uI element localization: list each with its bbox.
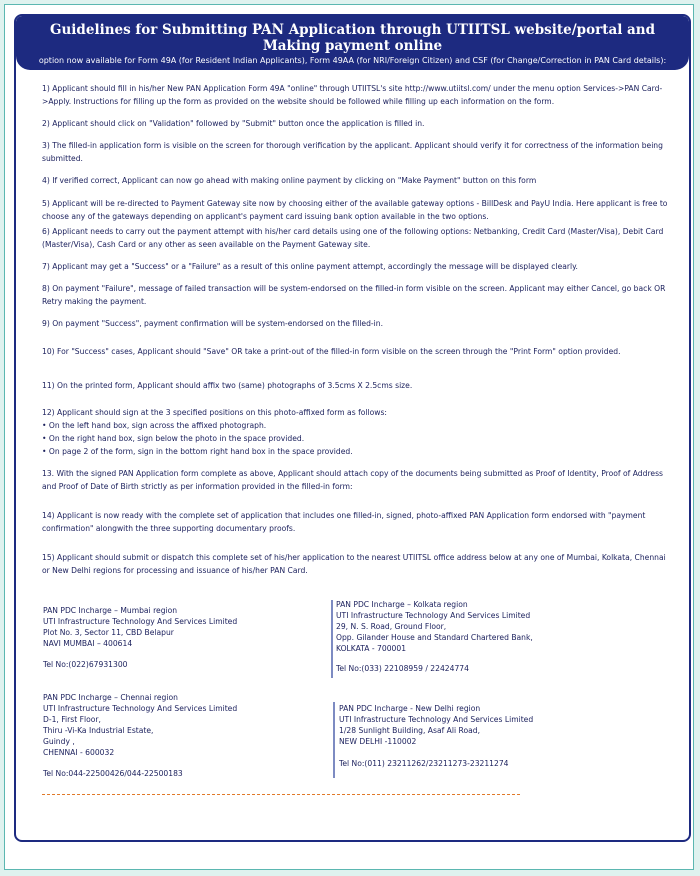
guideline-item-9: 9) On payment "Success", payment confirmation will be system-endorsed on the filled-in. <box>42 319 383 328</box>
guideline-item-10: 10) For "Success" cases, Applicant should "Save" OR take a print-out of the filled-in form visible on the screen through the "Print Form" option provided. <box>42 347 621 356</box>
guidelines-list <box>16 70 689 577</box>
guideline-item-6: 6) Applicant needs to carry out the payment attempt with his/her card details using one of the following options: Netbanking, Credit Card (Master/Visa), Debit Card (Master/Visa), Cash Card or any other as seen available on the Payment Gateway site. <box>42 227 664 249</box>
office-phone: Tel No:(022)67931300 <box>43 660 128 669</box>
office-street: D-1, First Floor, <box>43 715 101 724</box>
office-title: PAN PDC Incharge - New Delhi region <box>339 704 481 713</box>
address-mumbai <box>43 605 237 670</box>
list-item: • On page 2 of the form, sign in the bottom right hand box in the space provided. <box>42 447 353 456</box>
office-phone: Tel No:(033) 22108959 / 22424774 <box>336 664 469 673</box>
guideline-item-1: 1) Applicant should fill in his/her New PAN Application Form 49A "online" through UTIITSL's site http://www.utiitsl.com/ under the menu option Services->PAN Card->Apply. Instructions for filling up the form as provided on the website should be followed while filling up each information on the form. <box>42 84 663 106</box>
office-company: UTI Infrastructure Technology And Services Limited <box>336 611 531 620</box>
office-title: PAN PDC Incharge – Mumbai region <box>43 606 178 615</box>
office-company: UTI Infrastructure Technology And Services Limited <box>43 704 238 713</box>
office-city: NAVI MUMBAI – 400614 <box>43 639 133 648</box>
guideline-item-7: 7) Applicant may get a "Success" or a "Failure" as a result of this online payment attempt, accordingly the message will be displayed clearly. <box>42 262 578 271</box>
guideline-item-14: 14) Applicant is now ready with the complete set of application that includes one filled-in, signed, photo-affixed PAN Application form endorsed with "payment confirmation" alongwith the three supporting documentary proofs. <box>42 511 646 533</box>
guidelines-header <box>16 16 689 70</box>
divider <box>331 600 333 678</box>
office-street: Plot No. 3, Sector 11, CBD Belapur <box>43 628 174 637</box>
office-street-2: Thiru -Vi-Ka Industrial Estate, <box>43 726 154 735</box>
list-item: • On the left hand box, sign across the affixed photograph. <box>42 421 267 430</box>
address-chennai <box>43 692 237 779</box>
guideline-item-5: 5) Applicant will be re-directed to Payment Gateway site now by choosing either of the available gateway options - BillDesk and PayU India. Here applicant is free to choose any of the gateways depending on applicant's payment card issuing bank option available in the two options. <box>42 199 668 221</box>
office-company: UTI Infrastructure Technology And Services Limited <box>339 715 534 724</box>
office-phone: Tel No:044-22500426/044-22500183 <box>43 769 183 778</box>
office-title: PAN PDC Incharge – Chennai region <box>43 693 178 702</box>
guideline-item-4: 4) If verified correct, Applicant can now go ahead with making online payment by clicking on "Make Payment" button on this form <box>42 176 537 185</box>
guideline-item-13: 13. With the signed PAN Application form complete as above, Applicant should attach copy of the documents being submitted as Proof of Identity, Proof of Address and Proof of Date of Birth strictly as per information provided in the filled-in form: <box>42 469 663 491</box>
address-delhi <box>339 703 533 769</box>
list-item: • On the right hand box, sign below the photo in the space provided. <box>42 434 305 443</box>
guideline-item-12: 12) Applicant should sign at the 3 specified positions on this photo-affixed form as follows: <box>42 408 387 417</box>
office-city: KOLKATA - 700001 <box>336 644 407 653</box>
guideline-item-15: 15) Applicant should submit or dispatch this complete set of his/her application to the nearest UTIITSL office address below at any one of Mumbai, Kolkata, Chennai or New Delhi regions for processing and issuance of his/her PAN Card. <box>42 553 666 575</box>
office-street: 29, N. S. Road, Ground Floor, <box>336 622 447 631</box>
address-kolkata <box>336 599 533 674</box>
office-area: Guindy , <box>43 737 75 746</box>
office-street-2: Opp. Gilander House and Standard Chartered Bank, <box>336 633 533 642</box>
office-city: NEW DELHI -110002 <box>339 737 417 746</box>
office-street: 1/28 Sunlight Building, Asaf Ali Road, <box>339 726 480 735</box>
dashed-divider <box>42 794 520 795</box>
office-company: UTI Infrastructure Technology And Services Limited <box>43 617 238 626</box>
office-title: PAN PDC Incharge – Kolkata region <box>336 600 468 609</box>
office-phone: Tel No:(011) 23211262/23211273-23211274 <box>339 759 509 768</box>
signature-instructions <box>42 419 669 458</box>
page-subtitle: option now available for Form 49A (for Resident Indian Applicants), Form 49AA (for NRI/Foreign Citizen) and CSF (for Change/Correction in PAN Card details): <box>38 56 667 65</box>
guideline-item-8: 8) On payment "Failure", message of failed transaction will be system-endorsed on the filled-in form visible on the screen. Applicant may either Cancel, go back OR Retry making the payment. <box>42 284 666 306</box>
guideline-item-2: 2) Applicant should click on "Validation" followed by "Submit" button once the application is filled in. <box>42 119 425 128</box>
divider <box>333 702 335 778</box>
guideline-item-3: 3) The filled-in application form is visible on the screen for thorough verification by the applicant. Applicant should verify it for correctness of the information being submitted. <box>42 141 663 163</box>
guideline-item-11: 11) On the printed form, Applicant should affix two (same) photographs of 3.5cms X 2.5cms size. <box>42 381 413 390</box>
page-title: Guidelines for Submitting PAN Application through UTIITSL website/portal and Making payment online <box>49 22 656 54</box>
office-city: CHENNAI - 600032 <box>43 748 115 757</box>
